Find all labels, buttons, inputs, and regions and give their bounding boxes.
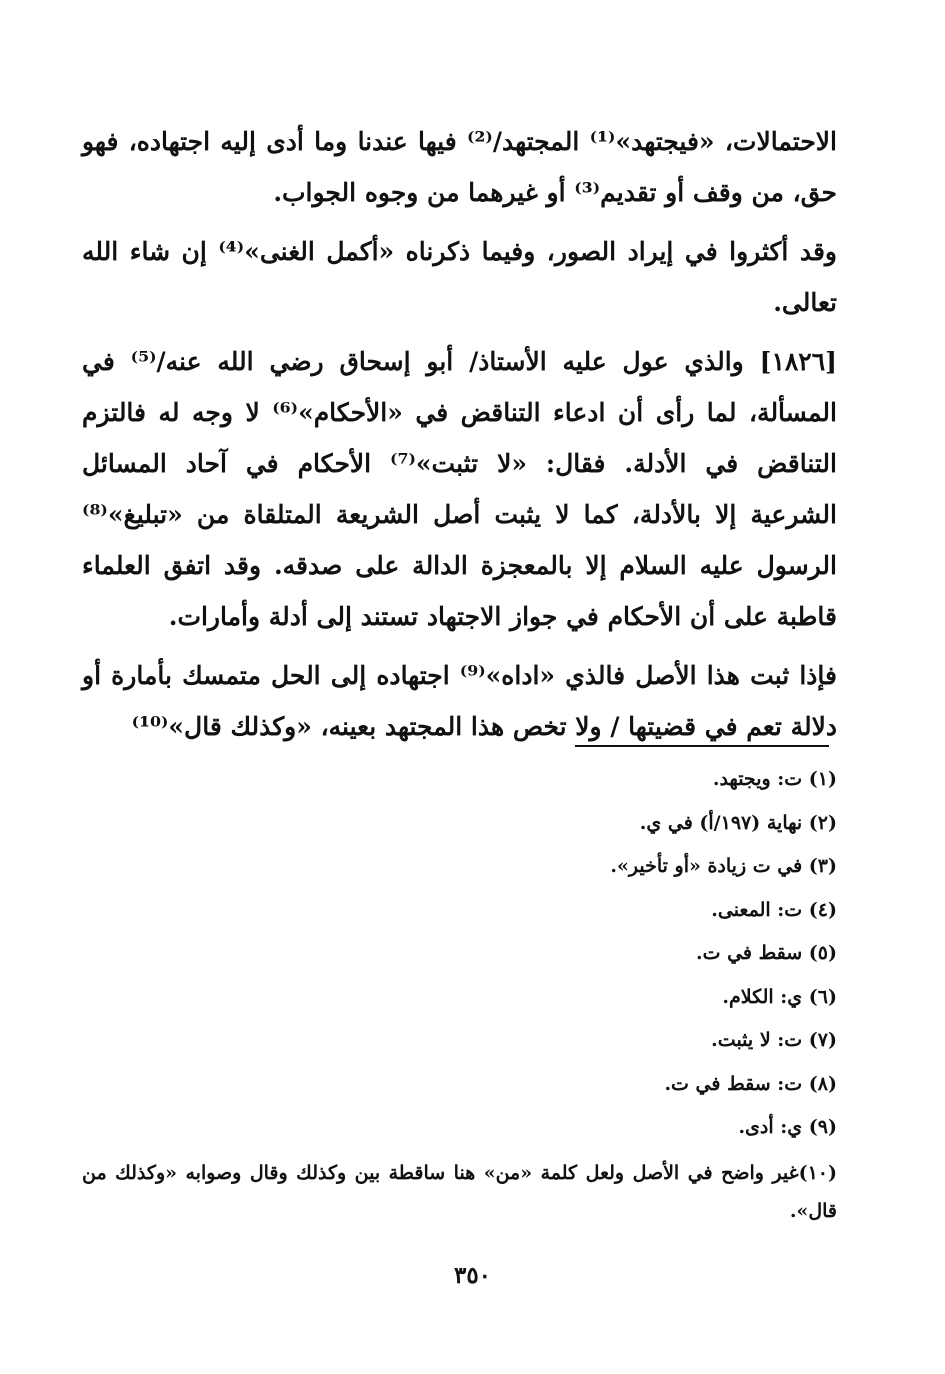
footnote-6: (٦) ي: الكلام.	[722, 985, 837, 1008]
paragraph-2: وقد أكثروا في إيراد الصور، وفيما ذكرناه «أكمل الغنى»⁽⁴⁾ إن شاء الله تعالى.	[82, 237, 837, 317]
footnote-2: (٢) نهاية (١٩٧/أ) في ي.	[639, 811, 837, 834]
footnote-5: (٥) سقط في ت.	[695, 942, 837, 964]
footnote-divider	[575, 745, 829, 747]
footnote-1: (١) ت: ويجتهد.	[712, 768, 837, 790]
footnote-3: (٣) في ت زيادة «أو تأخير».	[610, 855, 837, 877]
paragraph-4: فإذا ثبت هذا الأصل فالذي «اداه»⁽⁹⁾ اجتهاده إلى الحل متمسك بأمارة أو دلالة تعم في قضيتها / ولا تخص هذا المجتهد بعينه، «وكذلك قال»⁽¹⁰⁾	[82, 661, 837, 741]
main-text	[82, 116, 837, 760]
paragraph-3: [١٨٢٦] والذي عول عليه الأستاذ/ أبو إسحاق رضي الله عنه/⁽⁵⁾ في المسألة، لما رأى أن ادعاء التناقض في «الأحكام»⁽⁶⁾ لا وجه له فالتزم التناقض في الأدلة. فقال: «لا تثبت»⁽⁷⁾ الأحكام في آحاد المسائل الشرعية إلا بالأدلة، كما لا يثبت أصل الشريعة المتلقاة من «تبليغ»⁽⁸⁾ الرسول عليه السلام إلا بالمعجزة الدالة على صدقه. وقد اتفق العلماء قاطبة على أن الأحكام في جواز الاجتهاد تستند إلى أدلة وأمارات.	[82, 347, 837, 631]
footnotes	[82, 758, 837, 1230]
footnote-7: (٧) ت: لا يثبت.	[711, 1029, 837, 1051]
footnote-9: (٩) ي: أدى.	[738, 1116, 837, 1138]
footnote-4: (٤) ت: المعنى.	[711, 898, 837, 921]
footnote-8: (٨) ت: سقط في ت.	[664, 1072, 837, 1095]
paragraph-1: الاحتمالات، «فيجتهد»⁽¹⁾ المجتهد/⁽²⁾ فيها عندنا وما أدى إليه اجتهاده، فهو حق، من وقف أو تقديم⁽³⁾ أو غيرهما من وجوه الجواب.	[82, 127, 837, 207]
footnote-10: (١٠)غير واضح في الأصل ولعل كلمة «من» هنا ساقطة بين وكذلك وقال وصوابه «وكذلك من قال».	[82, 1161, 837, 1222]
page-number: ٣٥٠	[453, 1262, 492, 1289]
